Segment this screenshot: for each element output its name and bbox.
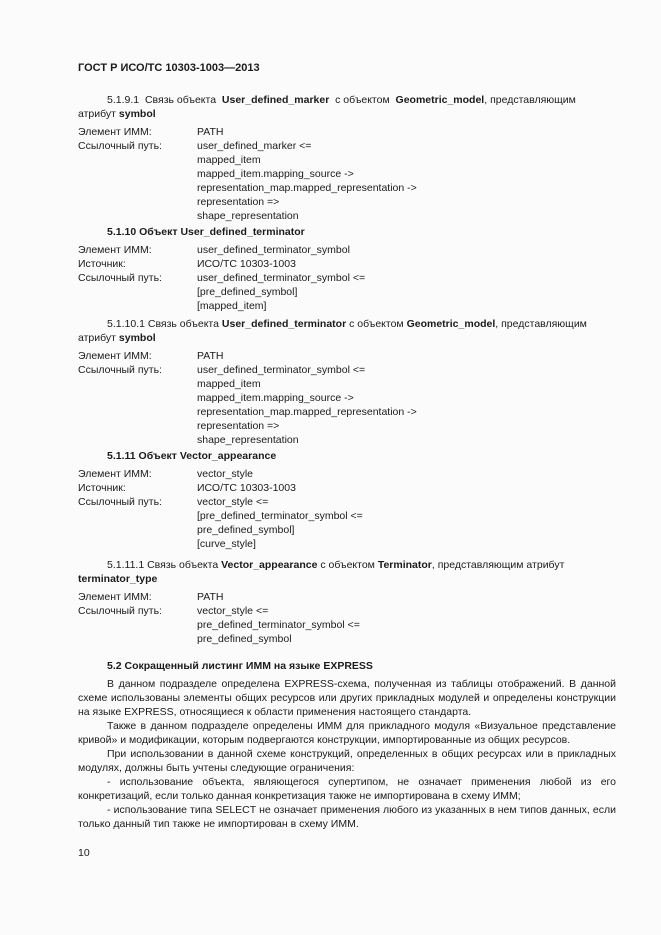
reference-path-line: representation => <box>197 420 280 432</box>
mapping-row: Элемент ИММ: user_defined_terminator_symbol <box>78 244 350 256</box>
mapping-row: Ссылочный путь: user_defined_terminator_symbol <= <box>78 364 366 376</box>
reference-path-line: pre_defined_terminator_symbol <= <box>197 619 360 631</box>
reference-path-line: [curve_style] <box>197 538 256 550</box>
mapping-row: Ссылочный путь: vector_style <= <box>78 605 269 617</box>
mapping-row: Ссылочный путь: vector_style <= <box>78 496 269 508</box>
document-header: ГОСТ Р ИСО/ТС 10303-1003—2013 <box>78 62 260 74</box>
mapping-row: Источник: ИСО/ТС 10303-1003 <box>78 258 296 270</box>
reference-path-line: representation_map.mapped_representation -> <box>197 182 417 194</box>
mapping-row: Элемент ИММ: PATH <box>78 350 224 362</box>
mapping-row: Элемент ИММ: PATH <box>78 126 224 138</box>
mapping-row: Ссылочный путь: user_defined_marker <= <box>78 140 312 152</box>
subsection-5-1-10-1-title: 5.1.10.1 Связь объекта User_defined_terminator с объектом Geometric_model, представляющим атрибут symbol <box>78 318 587 344</box>
reference-path-line: mapped_item <box>197 154 261 166</box>
subsection-5-1-11-title: 5.1.11 Объект Vector_appearance <box>107 450 277 462</box>
reference-path-line: representation_map.mapped_representation -> <box>197 406 417 418</box>
reference-path-line: mapped_item.mapping_source -> <box>197 392 354 404</box>
list-item: - использование объекта, являющегося супертипом, не означает применения любой из его конкретизаций, если только данная конкретизация также не импортирована в схему ИММ; <box>78 776 616 802</box>
reference-path-line: shape_representation <box>197 434 299 446</box>
mapping-row: Источник: ИСО/ТС 10303-1003 <box>78 482 296 494</box>
reference-path-line: [mapped_item] <box>197 300 267 312</box>
page-number: 10 <box>78 847 90 859</box>
reference-path-line: representation => <box>197 196 280 208</box>
list-item: - использование типа SELECT не означает применения любого из указанных в нем типов данных, если только данный тип также не импортирован в схему ИММ. <box>78 804 616 830</box>
paragraph: В данном подразделе определена EXPRESS-схема, полученная из таблицы отображений. В данной схеме использованы элементы общих ресурсов или других прикладных модулей и определены конструкции на языке EXPRESS, относящиеся к области применения настоящего стандарта. <box>78 678 616 718</box>
reference-path-line: mapped_item <box>197 378 261 390</box>
subsection-5-1-9-1-title: 5.1.9.1 Связь объекта User_defined_marker с объектом Geometric_model, представляющим атрибут symbol <box>78 94 576 120</box>
reference-path-line: mapped_item.mapping_source -> <box>197 168 354 180</box>
reference-path-line: pre_defined_symbol <box>197 633 292 645</box>
paragraph: Также в данном подразделе определены ИММ для прикладного модуля «Визуальное представление кривой» и модификации, которым подвергаются конструкции, импортированные из общих ресурсов. <box>78 720 616 746</box>
mapping-row: Элемент ИММ: PATH <box>78 591 224 603</box>
mapping-row: Элемент ИММ: vector_style <box>78 468 254 480</box>
paragraph: При использовании в данной схеме конструкций, определенных в общих ресурсах или в прикладных модулях, должны быть учтены следующие ограничения: <box>78 748 616 774</box>
mapping-row: Ссылочный путь: user_defined_terminator_symbol <= <box>78 272 366 284</box>
section-5-2-title: 5.2 Сокращенный листинг ИММ на языке EXPRESS <box>107 660 373 672</box>
reference-path-line: pre_defined_symbol] <box>197 524 295 536</box>
reference-path-line: [pre_defined_symbol] <box>197 286 298 298</box>
subsection-5-1-11-1-title: 5.1.11.1 Связь объекта Vector_appearance с объектом Terminator, представляющим атрибут terminator_type <box>78 559 565 585</box>
reference-path-line: [pre_defined_terminator_symbol <= <box>197 510 363 522</box>
subsection-5-1-10-title: 5.1.10 Объект User_defined_terminator <box>107 226 305 238</box>
reference-path-line: shape_representation <box>197 210 299 222</box>
